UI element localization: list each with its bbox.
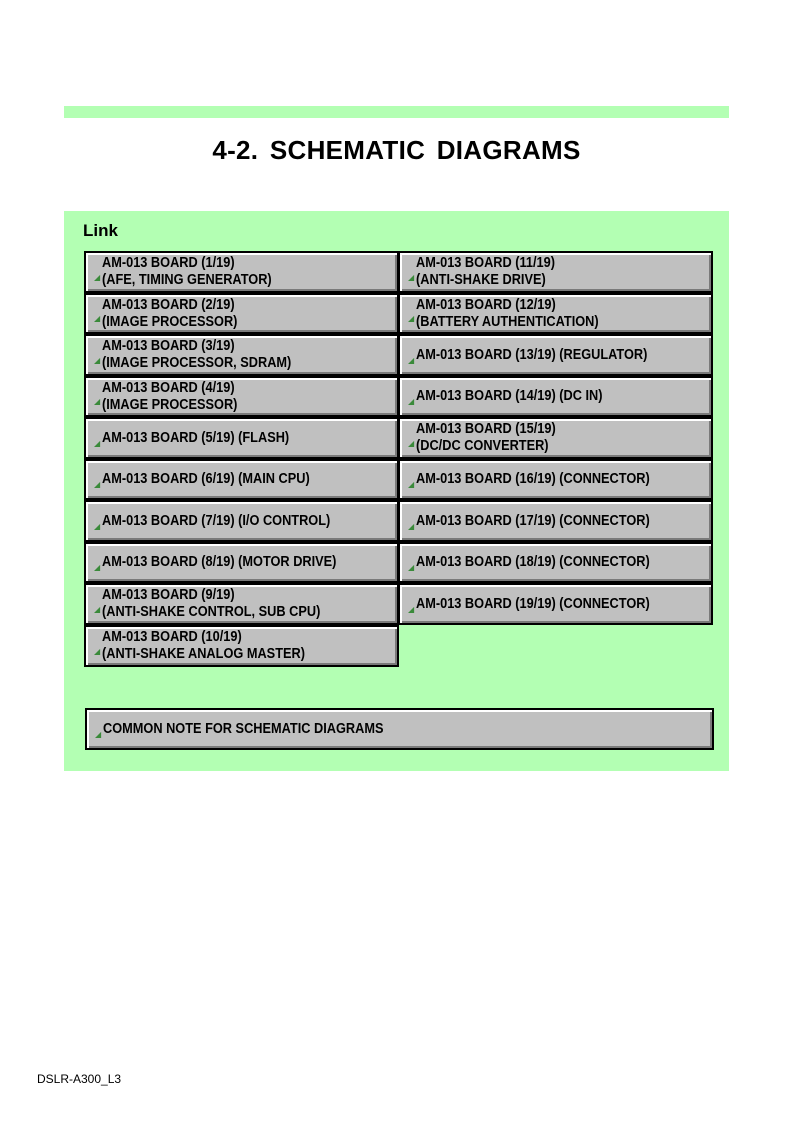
link-label: AM-013 BOARD (15/19) (DC/DC CONVERTER) [416,421,556,454]
bullet-icon: ◢ [408,273,415,282]
link-label: AM-013 BOARD (9/19) (ANTI-SHAKE CONTROL, SUB CPU) [102,587,321,620]
link-label: AM-013 BOARD (14/19) (DC IN) [416,388,603,404]
bullet-icon: ◢ [408,605,415,614]
link-button-board-17[interactable] [398,500,713,542]
link-label: AM-013 BOARD (4/19) (IMAGE PROCESSOR) [102,379,238,413]
link-label: AM-013 BOARD (2/19) (IMAGE PROCESSOR) [102,296,238,330]
bullet-icon: ◢ [94,647,101,656]
link-label: AM-013 BOARD (8/19) (MOTOR DRIVE) [102,554,337,570]
link-button-board-6[interactable] [84,459,399,500]
link-panel [64,211,729,771]
bullet-icon: ◢ [94,314,101,323]
page-title: 4-2. SCHEMATIC DIAGRAMS [212,135,581,165]
link-label: AM-013 BOARD (13/19) (REGULATOR) [416,346,648,363]
bullet-icon: ◢ [408,356,415,365]
bullet-icon: ◢ [94,356,101,365]
link-label: AM-013 BOARD (7/19) (I/O CONTROL) [102,512,331,529]
link-button-board-8[interactable] [84,542,399,583]
link-heading: Link [83,221,118,240]
link-label: AM-013 BOARD (12/19) (BATTERY AUTHENTICATION) [416,296,599,330]
link-button-board-13[interactable] [398,334,713,376]
link-button-board-11[interactable] [398,251,713,293]
link-label: AM-013 BOARD (18/19) (CONNECTOR) [416,554,650,570]
bullet-icon: ◢ [94,439,101,448]
bullet-icon: ◢ [408,314,415,323]
bullet-icon: ◢ [95,730,102,739]
link-label: AM-013 BOARD (6/19) (MAIN CPU) [102,471,310,487]
link-button-board-9[interactable] [84,583,399,625]
bullet-icon: ◢ [408,397,415,406]
link-button-board-5[interactable] [84,417,399,459]
link-button-board-10[interactable] [84,625,399,667]
link-button-board-2[interactable] [84,293,399,334]
link-button-board-12[interactable] [398,293,713,334]
bullet-icon: ◢ [408,439,415,448]
link-button-board-15[interactable] [398,417,713,459]
link-label: AM-013 BOARD (5/19) (FLASH) [102,429,290,446]
common-note-button[interactable] [85,708,714,750]
link-button-board-1[interactable] [84,251,399,293]
link-button-board-3[interactable] [84,334,399,376]
link-label: AM-013 BOARD (19/19) (CONNECTOR) [416,595,650,612]
link-button-board-4[interactable] [84,376,399,417]
link-button-board-7[interactable] [84,500,399,542]
bullet-icon: ◢ [408,563,415,572]
bullet-icon: ◢ [94,480,101,489]
link-button-board-14[interactable] [398,376,713,417]
bullet-icon: ◢ [94,397,101,406]
header-accent-bar [64,106,729,118]
bullet-icon: ◢ [94,522,101,531]
bullet-icon: ◢ [94,605,101,614]
link-button-board-18[interactable] [398,542,713,583]
bullet-icon: ◢ [94,273,101,282]
link-label: AM-013 BOARD (3/19) (IMAGE PROCESSOR, SDRAM) [102,338,292,371]
link-label: AM-013 BOARD (17/19) (CONNECTOR) [416,512,650,529]
link-button-board-19[interactable] [398,583,713,625]
bullet-icon: ◢ [408,480,415,489]
link-label: COMMON NOTE FOR SCHEMATIC DIAGRAMS [103,720,384,737]
link-label: AM-013 BOARD (11/19) (ANTI-SHAKE DRIVE) [416,255,555,288]
bullet-icon: ◢ [408,522,415,531]
link-button-board-16[interactable] [398,459,713,500]
bullet-icon: ◢ [94,563,101,572]
document-code: DSLR-A300_L3 [37,1072,122,1086]
link-label: AM-013 BOARD (10/19) (ANTI-SHAKE ANALOG MASTER) [102,629,305,662]
link-label: AM-013 BOARD (16/19) (CONNECTOR) [416,471,650,487]
link-label: AM-013 BOARD (1/19) (AFE, TIMING GENERATOR) [102,255,272,288]
